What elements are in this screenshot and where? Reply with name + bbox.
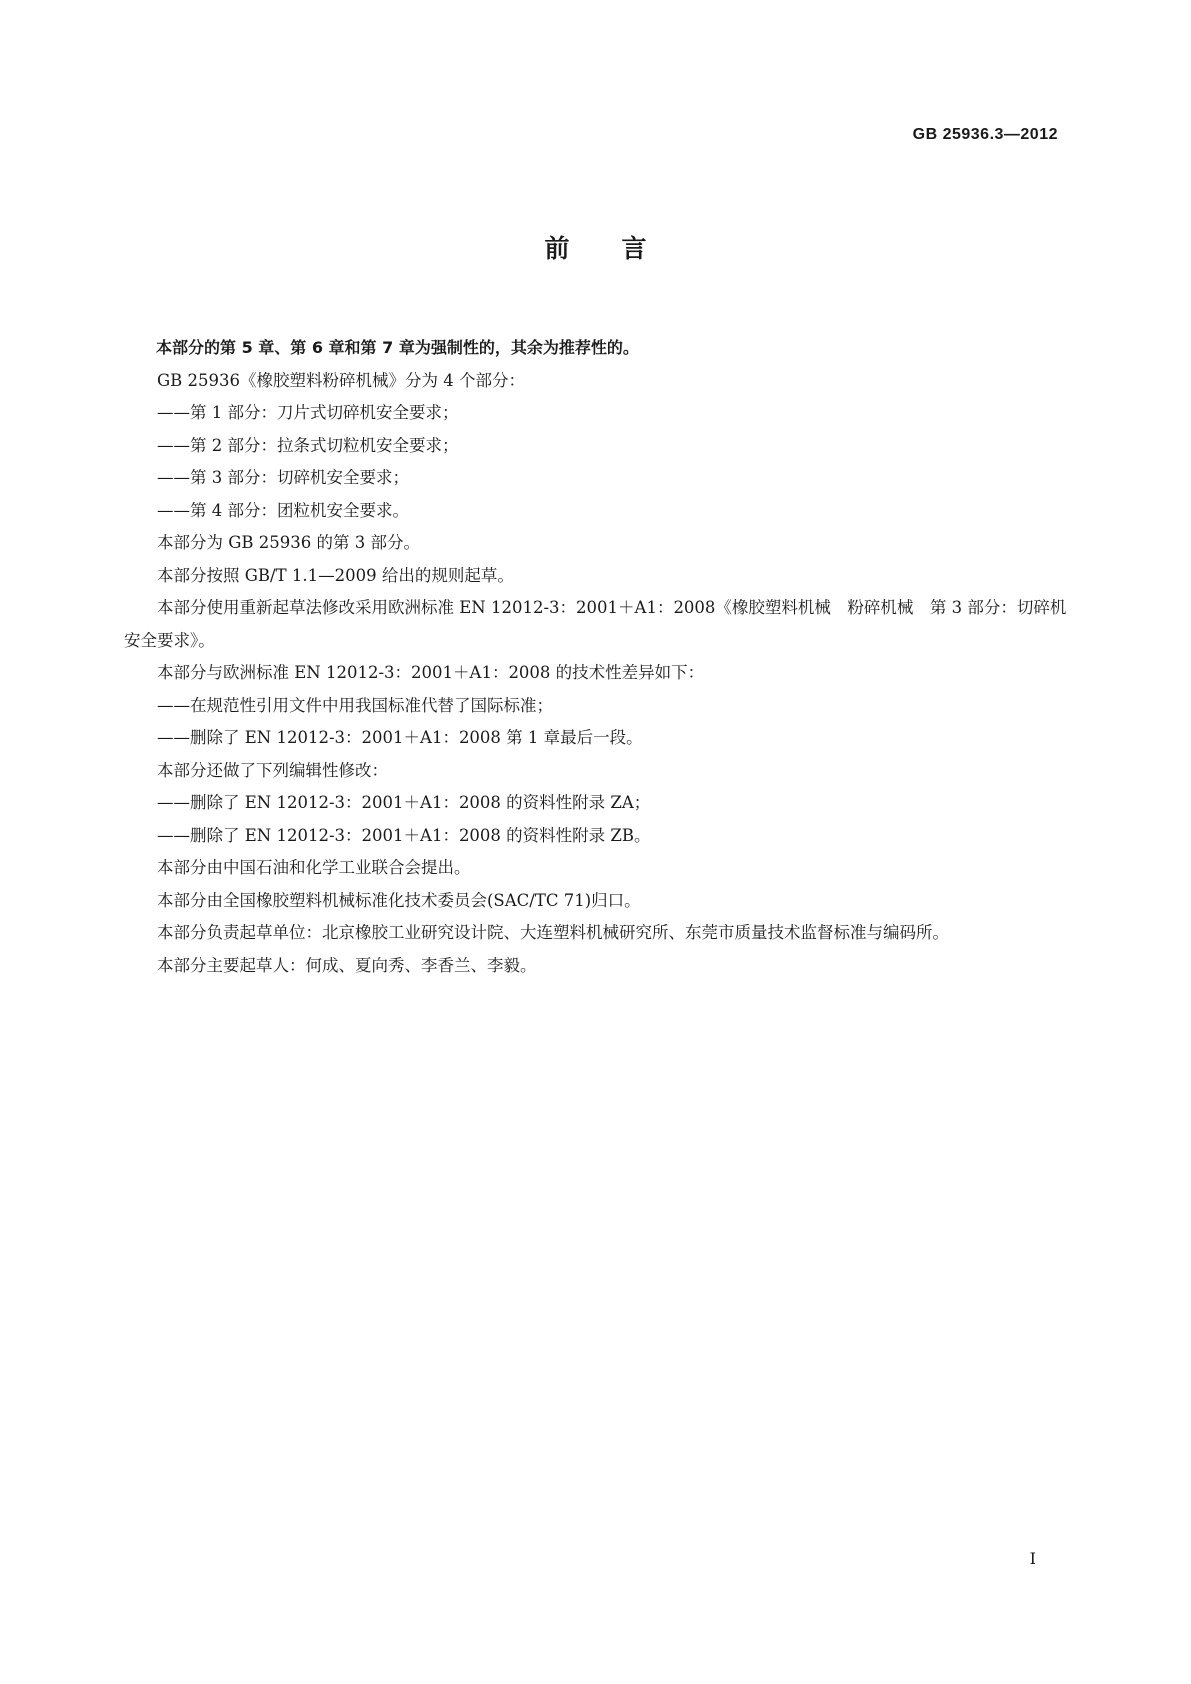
title-char-1: 前 — [544, 234, 570, 263]
page-number: I — [1029, 1549, 1036, 1568]
list-item: ——删除了 EN 12012-3：2001＋A1：2008 的资料性附录 ZA； — [157, 793, 651, 812]
paragraph: 本部分负责起草单位：北京橡胶工业研究设计院、大连塑料机械研究所、东莞市质量技术监督标准与编码所。 — [157, 923, 949, 942]
paragraph: 本部分由中国石油和化学工业联合会提出。 — [157, 858, 471, 877]
paragraph: GB 25936《橡胶塑料粉碎机械》分为 4 个部分： — [157, 370, 526, 390]
paragraph: 本部分主要起草人：何成、夏向秀、李香兰、李毅。 — [157, 955, 537, 975]
page-title — [0, 229, 1191, 265]
paragraph: 本部分使用重新起草法修改采用欧洲标准 EN 12012-3：2001＋A1：2008《橡胶塑料机械 粉碎机械 第 3 部分：切碎机安全要求》。 — [124, 598, 1067, 650]
title-char-2: 言 — [621, 234, 647, 263]
list-item: ——第 4 部分：团粒机安全要求。 — [157, 500, 409, 520]
mandatory-clause-statement: 本部分的第 5 章、第 6 章和第 7 章为强制性的，其余为推荐性的。 — [156, 338, 639, 357]
list-item: ——删除了 EN 12012-3：2001＋A1：2008 第 1 章最后一段。 — [157, 728, 643, 747]
paragraph: 本部分为 GB 25936 的第 3 部分。 — [157, 533, 421, 552]
list-item: ——第 2 部分：拉条式切粒机安全要求； — [157, 435, 459, 455]
paragraph: 本部分还做了下列编辑性修改： — [157, 760, 388, 780]
paragraph: 本部分按照 GB/T 1.1—2009 给出的规则起草。 — [157, 565, 514, 585]
list-item: ——第 3 部分：切碎机安全要求； — [157, 468, 409, 487]
paragraph: 本部分与欧洲标准 EN 12012-3：2001＋A1：2008 的技术性差异如下： — [157, 663, 705, 682]
standard-number: GB 25936.3—2012 — [912, 126, 1058, 143]
foreword-body — [124, 332, 1078, 982]
list-item: ——删除了 EN 12012-3：2001＋A1：2008 的资料性附录 ZB。 — [157, 825, 651, 845]
paragraph: 本部分由全国橡胶塑料机械标准化技术委员会(SAC/TC 71)归口。 — [157, 890, 641, 910]
list-item: ——在规范性引用文件中用我国标准代替了国际标准； — [157, 695, 553, 715]
list-item: ——第 1 部分：刀片式切碎机安全要求； — [157, 403, 459, 422]
